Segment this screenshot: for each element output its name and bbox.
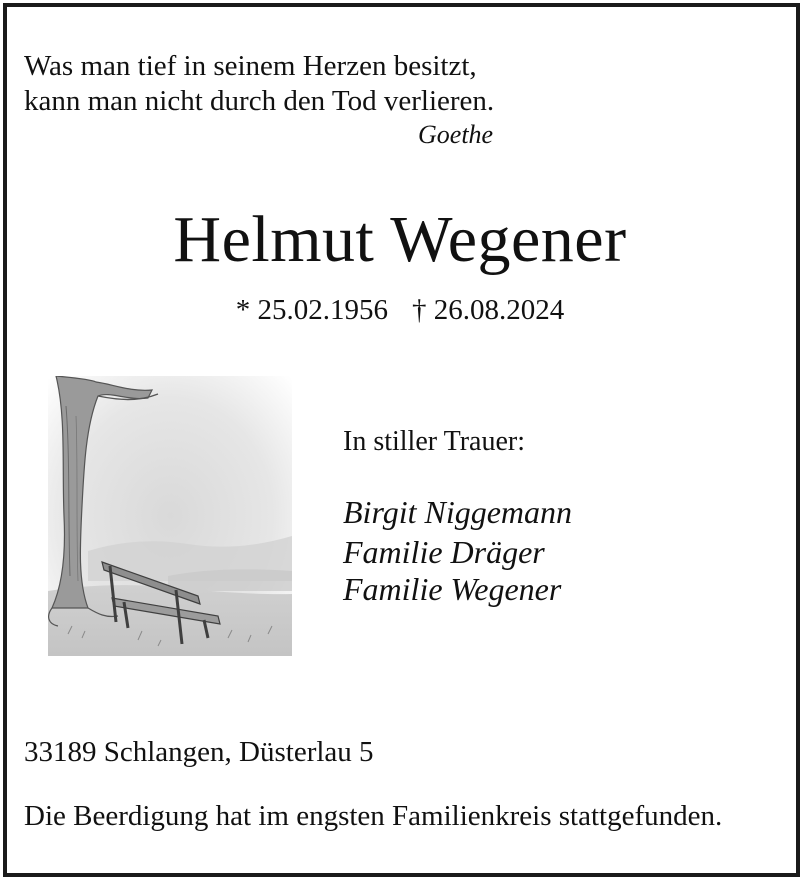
death-symbol: † bbox=[412, 294, 427, 326]
mourner-name: Birgit Niggemann bbox=[343, 494, 573, 530]
mourner-name: Familie Wegener bbox=[343, 571, 562, 607]
funeral-note: Die Beerdigung hat im engsten Familienkreis stattgefunden. bbox=[24, 800, 723, 832]
life-dates bbox=[0, 294, 800, 327]
mourners-label: In stiller Trauer: bbox=[343, 426, 525, 457]
address: 33189 Schlangen, Düsterlau 5 bbox=[24, 736, 374, 768]
birth-date: 25.02.1956 bbox=[257, 294, 388, 326]
quote-line-2: kann man nicht durch den Tod verlieren. bbox=[24, 85, 495, 117]
birth-symbol: * bbox=[235, 294, 251, 326]
quote-line-1: Was man tief in seinem Herzen besitzt, bbox=[24, 50, 477, 82]
mourner-name: Familie Dräger bbox=[343, 534, 545, 570]
quote-author: Goethe bbox=[418, 120, 494, 149]
tree-bench-illustration-icon bbox=[48, 376, 292, 656]
deceased-name: Helmut Wegener bbox=[173, 203, 627, 276]
death-date: 26.08.2024 bbox=[433, 294, 565, 326]
